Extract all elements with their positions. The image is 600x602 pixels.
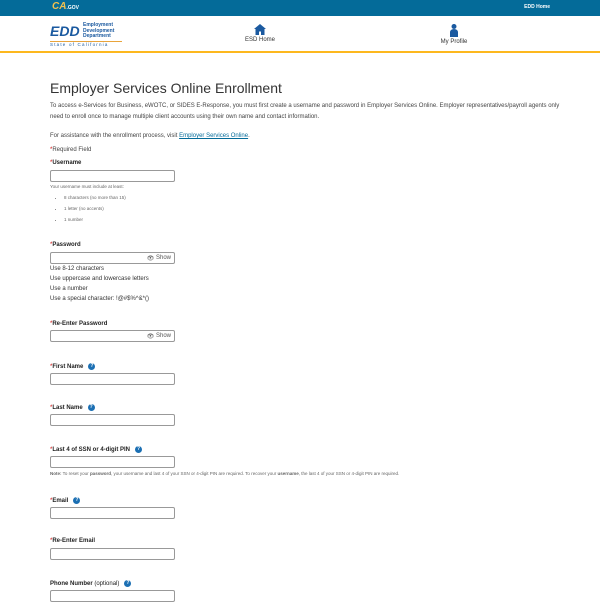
required-field-note: *Required Field xyxy=(50,147,92,153)
label-text: Username xyxy=(52,160,82,166)
label-text: Password xyxy=(52,242,81,248)
note-bold: Note: xyxy=(50,471,62,476)
ssn-input[interactable] xyxy=(50,456,175,468)
reset-note xyxy=(50,471,570,476)
note-bold: password xyxy=(89,471,111,476)
label-text: Last 4 of SSN or 4-digit PIN xyxy=(52,447,131,454)
hint-text: Your username must include at least: xyxy=(50,184,124,189)
employer-services-online-link[interactable]: Employer Services Online xyxy=(179,133,249,139)
edd-logo[interactable]: EDD Employment Development Department State of California xyxy=(50,21,122,49)
username-hint xyxy=(50,182,126,225)
help-icon[interactable]: ? xyxy=(90,363,94,369)
label-text: Re-Enter Email xyxy=(52,538,96,544)
rule-item: • 1 number xyxy=(64,214,126,225)
first-name-input[interactable] xyxy=(50,373,175,385)
help-icon[interactable]: ? xyxy=(75,497,79,503)
reenter-email-label: *Re-Enter Email xyxy=(50,538,96,544)
last-name-input[interactable] xyxy=(50,414,175,426)
rule-item: Use 8-12 characters xyxy=(50,266,105,272)
user-icon xyxy=(449,24,459,37)
page-title: Employer Services Online Enrollment xyxy=(50,80,282,96)
last-name-label: *Last Name ? xyxy=(50,404,93,412)
edd-home-link[interactable]: EDD Home xyxy=(524,4,550,10)
eye-icon[interactable]: 👁 xyxy=(146,333,156,340)
reenter-password-input[interactable] xyxy=(50,330,175,342)
email-input[interactable] xyxy=(50,507,175,519)
help-icon[interactable]: ? xyxy=(137,446,141,452)
rule-item: • 1 letter (no accents) xyxy=(64,203,126,214)
nav-label: My Profile xyxy=(440,39,468,45)
label-text: Last Name xyxy=(52,405,83,412)
ca-gov-logo[interactable]: CA.GOV xyxy=(52,1,79,12)
password-rules xyxy=(50,264,149,304)
phone-label xyxy=(50,580,131,587)
reenter-email-input[interactable] xyxy=(50,548,175,560)
email-label: *Email ? xyxy=(50,497,79,505)
rule-item: Use a number xyxy=(50,286,88,292)
label-text: First Name xyxy=(52,364,84,371)
help-icon[interactable]: ? xyxy=(89,404,93,410)
rule-item: • 8 characters (no more than 15) xyxy=(64,192,126,203)
nav-label: ESD Home xyxy=(244,37,275,43)
show-password-toggle[interactable]: Show xyxy=(155,255,171,261)
label-text: Re-Enter Password xyxy=(52,321,108,327)
label-text: Email xyxy=(52,498,69,505)
note-text: , the last 4 of your SSN or 4-digit PIN are required. xyxy=(298,471,400,476)
assist-prefix: For assistance with the enrollment process, visit xyxy=(50,133,180,139)
required-text: Required Field xyxy=(52,147,92,153)
site-header xyxy=(0,16,600,53)
username-input[interactable] xyxy=(50,170,175,182)
optional-text: (optional) xyxy=(94,581,120,588)
note-text: , your username and last 4 of your SSN or 4-digit PIN are required. To recover your xyxy=(110,471,278,476)
ssn-label: *Last 4 of SSN or 4-digit PIN ? xyxy=(50,446,141,454)
show-password-toggle[interactable]: Show xyxy=(155,333,171,339)
note-bold: username xyxy=(277,471,299,476)
assistance-text xyxy=(50,131,250,142)
rule-item: Use uppercase and lowercase letters xyxy=(50,276,149,282)
home-icon xyxy=(254,24,266,35)
nav-my-profile[interactable] xyxy=(434,24,474,45)
username-label: *Username xyxy=(50,160,82,166)
assist-suffix: . xyxy=(248,133,250,139)
eye-icon[interactable]: 👁 xyxy=(146,255,156,262)
rule-item: Use a special character: !@#$%^&*() xyxy=(50,296,149,302)
note-text: To reset your xyxy=(61,471,90,476)
help-icon[interactable]: ? xyxy=(126,580,130,586)
intro-text: To access e-Services for Business, eWOTC, or SIDES E-Response, you must first create a username and password in Employer Services Online. Employer representatives/payroll agents only need to enroll once to manage multiple client accounts using their own name and contact information. xyxy=(50,103,560,120)
label-text: Phone Number xyxy=(50,581,93,588)
nav-esd-home[interactable] xyxy=(240,24,280,43)
password-input[interactable] xyxy=(50,252,175,264)
reenter-password-label: *Re-Enter Password xyxy=(50,321,108,327)
first-name-label: *First Name ? xyxy=(50,363,94,371)
phone-input[interactable] xyxy=(50,590,175,602)
password-label: *Password xyxy=(50,242,81,248)
top-bar xyxy=(0,0,600,16)
